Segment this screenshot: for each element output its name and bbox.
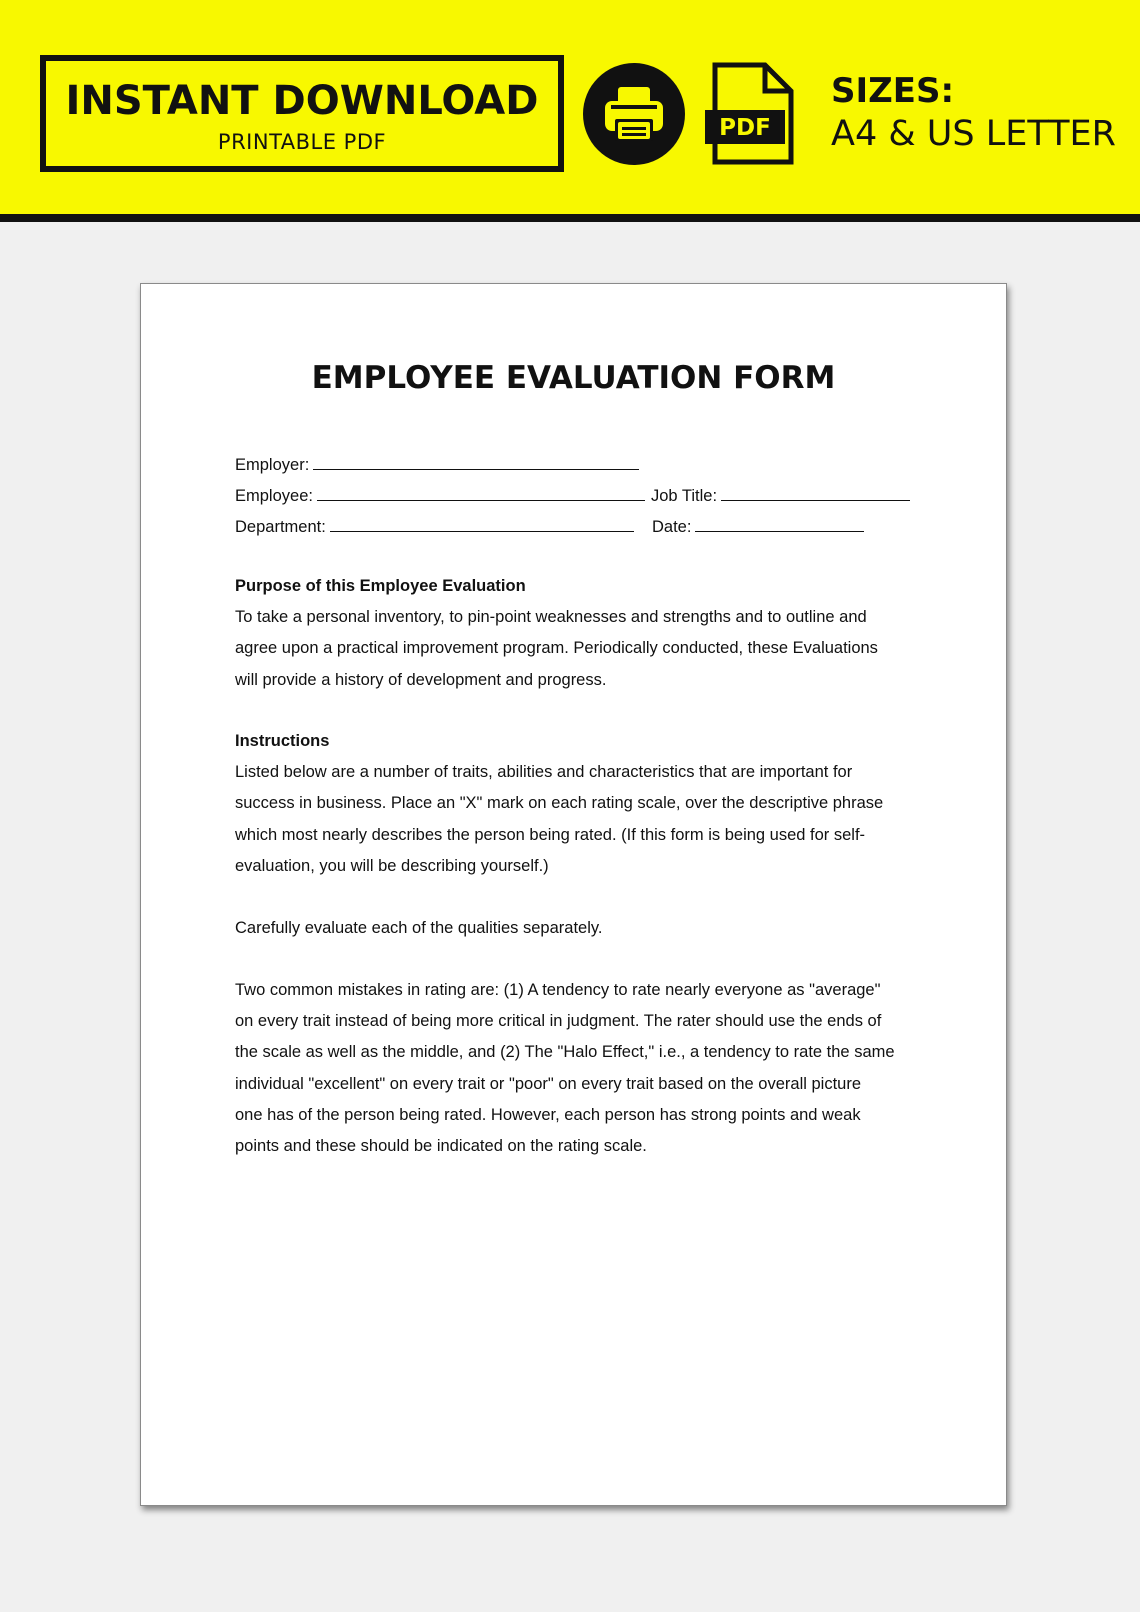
mistakes-line: points and these should be indicated on the rating scale. bbox=[235, 1137, 647, 1156]
employer-row bbox=[235, 448, 935, 479]
instructions-heading: Instructions bbox=[235, 732, 330, 750]
instructions-line: Listed below are a number of traits, abilities and characteristics that are important for bbox=[235, 763, 853, 782]
instructions-line: success in business. Place an "X" mark on each rating scale, over the descriptive phrase bbox=[235, 794, 884, 813]
instant-download-badge bbox=[40, 55, 564, 172]
job-title-label: Job Title: bbox=[651, 487, 718, 505]
job-title-line[interactable] bbox=[721, 479, 910, 501]
instructions-line: which most nearly describes the person being rated. (If this form is being used for self- bbox=[235, 825, 866, 844]
page-title: EMPLOYEE EVALUATION FORM bbox=[311, 360, 836, 396]
printer-icon bbox=[583, 63, 685, 165]
employer-line[interactable] bbox=[313, 448, 639, 470]
instructions-line: evaluation, you will be describing yourself.) bbox=[235, 856, 549, 875]
department-field[interactable] bbox=[235, 510, 634, 543]
employee-line[interactable] bbox=[317, 479, 645, 501]
employee-row bbox=[235, 479, 935, 510]
purpose-heading: Purpose of this Employee Evaluation bbox=[235, 577, 526, 595]
date-line[interactable] bbox=[695, 510, 864, 532]
mistakes-line: Two common mistakes in rating are: (1) A tendency to rate nearly everyone as "average" bbox=[235, 981, 881, 999]
mistakes-line: the scale as well as the middle, and (2) The "Halo Effect," i.e., a tendency to rate the same bbox=[235, 1043, 895, 1062]
careful-note: Carefully evaluate each of the qualities separately. bbox=[235, 919, 603, 937]
purpose-section bbox=[235, 571, 925, 696]
header-fields bbox=[235, 448, 935, 541]
employee-field[interactable] bbox=[235, 479, 645, 512]
pdf-icon-label: PDF bbox=[719, 115, 771, 141]
employer-field[interactable] bbox=[235, 448, 639, 481]
department-label: Department: bbox=[235, 518, 326, 536]
purpose-line: agree upon a practical improvement program. Periodically conducted, these Evaluations bbox=[235, 639, 878, 658]
badge-title: INSTANT DOWNLOAD bbox=[65, 78, 539, 124]
job-title-field[interactable] bbox=[651, 479, 910, 512]
careful-note-section bbox=[235, 913, 925, 944]
purpose-line: To take a personal inventory, to pin-point weaknesses and strengths and to outline and bbox=[235, 608, 867, 627]
pdf-file-icon bbox=[703, 62, 801, 166]
date-field[interactable] bbox=[652, 510, 864, 543]
purpose-line: will provide a history of development and progress. bbox=[235, 670, 607, 689]
instructions-section bbox=[235, 726, 925, 882]
mistakes-line: individual "excellent" on every trait or "poor" on every trait based on the overall picture bbox=[235, 1074, 862, 1093]
mistakes-section bbox=[235, 975, 925, 1162]
mistakes-line: on every trait instead of being more critical in judgment. The rater should use the ends of bbox=[235, 1012, 882, 1031]
sizes-label: SIZES: bbox=[831, 71, 955, 111]
badge-subtitle: PRINTABLE PDF bbox=[217, 130, 387, 154]
employee-label: Employee: bbox=[235, 487, 313, 505]
promo-banner bbox=[0, 0, 1140, 222]
department-line[interactable] bbox=[330, 510, 634, 532]
employer-label: Employer: bbox=[235, 456, 310, 474]
document-page bbox=[140, 283, 1007, 1506]
mistakes-line: one has of the person being rated. However, each person has strong points and weak bbox=[235, 1105, 861, 1124]
department-row bbox=[235, 510, 935, 541]
sizes-value: A4 & US LETTER bbox=[831, 114, 1116, 154]
date-label: Date: bbox=[652, 518, 692, 536]
